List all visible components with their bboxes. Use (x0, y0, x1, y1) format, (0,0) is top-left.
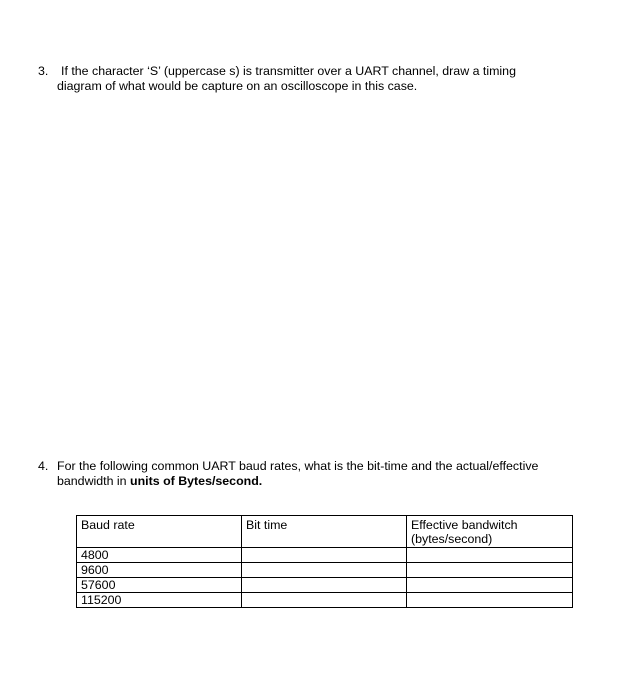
cell-bit-time[interactable] (242, 578, 407, 593)
header-bandwidth-line2: (bytes/second) (411, 532, 493, 546)
question-3-text-line1: If the character ‘S’ (uppercase s) is transmitter over a UART channel, draw a timing (61, 64, 516, 78)
question-4-units-emphasis: units of Bytes/second. (130, 474, 263, 488)
cell-bandwidth[interactable] (407, 548, 573, 563)
cell-baud: 57600 (77, 578, 242, 593)
cell-baud: 115200 (77, 593, 242, 608)
question-4-number: 4. (38, 459, 49, 473)
cell-baud: 4800 (77, 548, 242, 563)
header-bit-time: Bit time (242, 516, 407, 548)
table-row (77, 578, 573, 593)
cell-baud: 9600 (77, 563, 242, 578)
header-baud-rate: Baud rate (77, 516, 242, 548)
cell-bit-time[interactable] (242, 563, 407, 578)
header-effective-bandwidth (407, 516, 573, 548)
header-bandwidth-line1: Effective bandwitch (411, 518, 518, 532)
question-4-text-prefix: bandwidth in (57, 474, 131, 488)
question-3-text-line2: diagram of what would be capture on an oscilloscope in this case. (57, 79, 418, 93)
table-row (77, 548, 573, 563)
cell-bit-time[interactable] (242, 548, 407, 563)
cell-bit-time[interactable] (242, 593, 407, 608)
baud-rate-table (76, 515, 573, 608)
question-4-text-line1: For the following common UART baud rates, what is the bit-time and the actual/effective (57, 459, 539, 473)
question-4 (38, 459, 568, 489)
question-3 (38, 64, 568, 94)
cell-bandwidth[interactable] (407, 563, 573, 578)
table-header-row (77, 516, 573, 548)
table-row (77, 593, 573, 608)
cell-bandwidth[interactable] (407, 578, 573, 593)
question-3-number: 3. (38, 64, 49, 78)
question-4-text-line2 (57, 474, 568, 489)
table-row (77, 563, 573, 578)
cell-bandwidth[interactable] (407, 593, 573, 608)
